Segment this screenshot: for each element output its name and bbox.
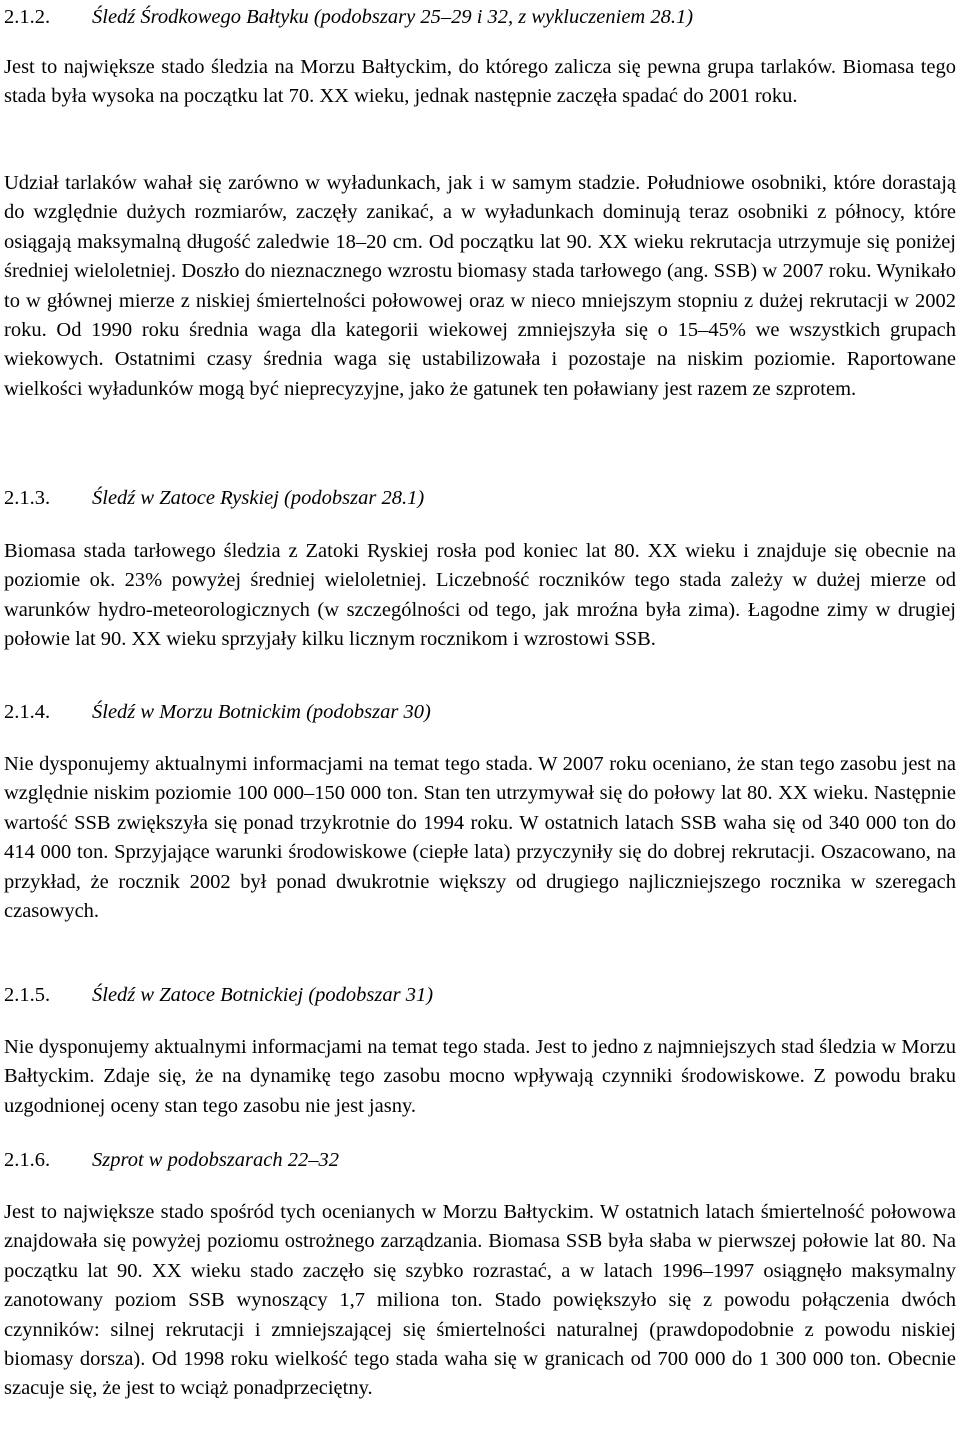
section-heading [4, 1148, 339, 1172]
paragraph: Udział tarlaków wahał się zarówno w wyładunkach, jak i w samym stadzie. Południowe osobniki, które dorastają do względnie dużych rozmiarów, zaczęły zanikać, a w wyładunkach dominują teraz osobniki z północy, które osiągają maksymalną długość zaledwie 18–20 cm. Od początku lat 90. XX wieku rekrutacja utrzymuje się poniżej średniej wieloletniej. Doszło do nieznacznego wzrostu biomasy stada tarłowego (ang. SSB) w 2007 roku. Wynikało to w głównej mierze z niskiej śmiertelności połowowej oraz w nieco mniejszym stopniu z dużej rekrutacji w 2002 roku. Od 1990 roku średnia waga dla kategorii wiekowej zmniejszyła się o 15–45% we wszystkich grupach wiekowych. Ostatnimi czasy średnia waga się ustabilizowała i pozostaje na niskim poziomie. Raportowane wielkości wyładunków mogą być nieprecyzyjne, jako że gatunek ten poławiany jest razem ze szprotem. [4, 172, 956, 400]
paragraph: Jest to największe stado spośród tych ocenianych w Morzu Bałtyckim. W ostatnich latach śmiertelność połowowa znajdowała się powyżej poziomu ostrożnego zarządzania. Biomasa SSB była słaba w pierwszej połowie lat 80. Na początku lat 90. XX wieku stado zaczęło się szybko rozrastać, a w latach 1996–1997 osiągnęło maksymalny zanotowany poziom SSB wynoszący 1,7 miliona ton. Stado powiększyło się z powodu połączenia dwóch czynników: silnej rekrutacji i zmniejszającej się śmiertelności naturalnej (prawdopodobnie z powodu niskiej biomasy dorsza). Od 1998 roku wielkość tego stada waha się w granicach od 700 000 do 1 300 000 ton. Obecnie szacuje się, że jest to wciąż ponadprzeciętny. [4, 1201, 956, 1400]
paragraph: Nie dysponujemy aktualnymi informacjami na temat tego stada. Jest to jedno z najmniejszych stad śledzia w Morzu Bałtyckim. Zdaje się, że na dynamikę tego zasobu mocno wpływają czynniki środowiskowe. Z powodu braku uzgodnionej oceny stan tego zasobu nie jest jasny. [4, 1036, 956, 1117]
section-heading [4, 700, 431, 724]
section-number: 2.1.5. [4, 984, 51, 1006]
section-number: 2.1.4. [4, 701, 51, 723]
section-heading [4, 5, 693, 29]
section-title: Szprot w podobszarach 22–32 [92, 1149, 339, 1171]
section-title: Śledź Środkowego Bałtyku (podobszary 25–29 i 32, z wykluczeniem 28.1) [92, 6, 694, 28]
paragraph: Biomasa stada tarłowego śledzia z Zatoki Ryskiej rosła pod koniec lat 80. XX wieku i znajduje się obecnie na poziomie ok. 23% powyżej średniej wieloletniej. Liczebność roczników tego stada zależy w dużej mierze od warunków hydro-meteorologicznych (w szczególności od tego, jak mroźna była zima). Łagodne zimy w drugiej połowie lat 90. XX wieku sprzyjały kilku licznym rocznikom i wzrostowi SSB. [4, 540, 956, 651]
paragraph: Nie dysponujemy aktualnymi informacjami na temat tego stada. W 2007 roku oceniano, że stan tego zasobu jest na względnie niskim poziomie 100 000–150 000 ton. Stan ten utrzymywał się do połowy lat 80. XX wieku. Następnie wartość SSB zwiększyła się ponad trzykrotnie do 1994 roku. W ostatnich latach SSB waha się od 340 000 ton do 414 000 ton. Sprzyjające warunki środowiskowe (ciepłe lata) przyczyniły się do dobrej rekrutacji. Oszacowano, na przykład, że rocznik 2002 był ponad dwukrotnie większy od drugiego najliczniejszego rocznika w szeregach czasowych. [4, 753, 956, 923]
section-title: Śledź w Zatoce Ryskiej (podobszar 28.1) [92, 487, 425, 509]
section-number: 2.1.6. [4, 1149, 51, 1171]
section-title: Śledź w Morzu Botnickim (podobszar 30) [92, 701, 431, 723]
section-heading [4, 983, 433, 1007]
section-heading [4, 486, 424, 510]
section-number: 2.1.2. [4, 6, 51, 28]
section-number: 2.1.3. [4, 487, 51, 509]
section-title: Śledź w Zatoce Botnickiej (podobszar 31) [92, 984, 434, 1006]
paragraph: Jest to największe stado śledzia na Morzu Bałtyckim, do którego zalicza się pewna grupa tarlaków. Biomasa tego stada była wysoka na początku lat 70. XX wieku, jednak następnie zaczęła spadać do 2001 roku. [4, 56, 956, 108]
